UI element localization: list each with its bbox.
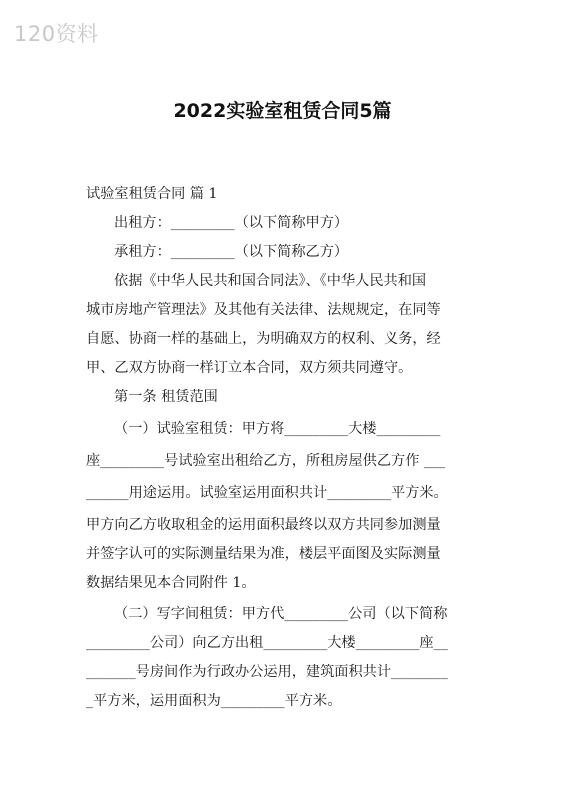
paragraph-line: 自愿、协商一样的基础上，为明确双方的权利、义务，经 <box>86 331 441 347</box>
paragraph-line: （一）试验室租赁：甲方将_________大楼_________ <box>114 421 441 437</box>
article-heading: 第一条 租赁范围 <box>114 389 218 405</box>
paragraph-line: _平方米，运用面积为_________平方米。 <box>86 693 342 709</box>
paragraph-line: 座_________号试验室出租给乙方，所租房屋供乙方作 ___ <box>86 453 446 469</box>
paragraph-line: 数据结果见本合同附件 1。 <box>86 575 256 591</box>
paragraph-line: ______用途运用。试验室运用面积共计_________平方米。 <box>86 485 448 501</box>
lessor-line: 出租方：_________（以下简称甲方） <box>114 215 349 231</box>
contract-heading: 试验室租赁合同 篇 1 <box>86 186 218 202</box>
paragraph-line: 并签字认可的实际测量结果为准，楼层平面图及实际测量 <box>86 546 441 562</box>
paragraph-line: _________公司）向乙方出租_________大楼_________座__ <box>86 635 448 651</box>
document-title: 2022实验室租赁合同5篇 <box>173 100 392 122</box>
paragraph-line: _______号房间作为行政办公运用，建筑面积共计________ <box>86 664 448 680</box>
lessee-line: 承租方：_________（以下简称乙方） <box>114 244 349 260</box>
paragraph-line: 依据《中华人民共和国合同法》、《中华人民共和国 <box>114 273 427 289</box>
watermark: 120资料 <box>14 22 99 46</box>
paragraph-line: 甲、乙双方协商一样订立本合同，双方须共同遵守。 <box>86 360 413 376</box>
paragraph-line: 城市房地产管理法》及其他有关法律、法规规定，在同等 <box>86 302 441 318</box>
paragraph-line: 甲方向乙方收取租金的运用面积最终以双方共同参加测量 <box>86 517 441 533</box>
paragraph-line: （二）写字间租赁：甲方代_________公司（以下简称 <box>114 606 448 622</box>
